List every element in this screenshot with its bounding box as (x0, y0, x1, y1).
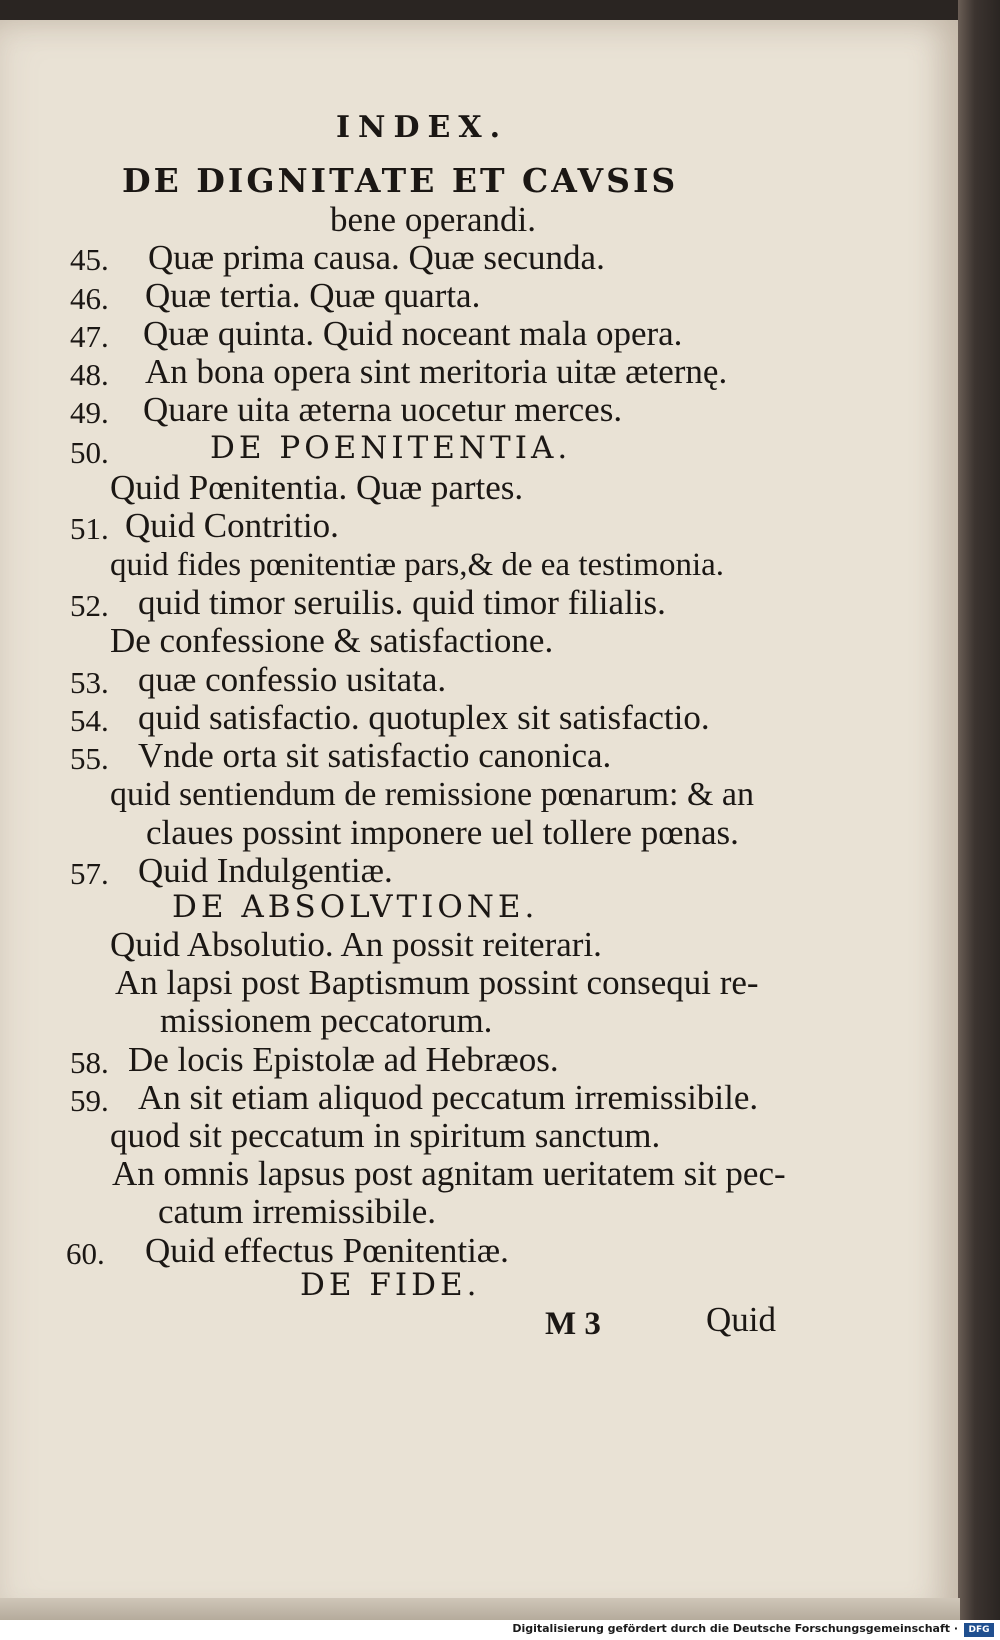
book-gutter-shadow (958, 0, 1000, 1640)
entry-number: 57. (70, 856, 109, 891)
entry-number: 47. (70, 319, 109, 354)
entry-text: De locis Epistolæ ad Hebræos. (128, 1040, 559, 1079)
entry-number: 55. (70, 741, 109, 776)
entry-text: An sit etiam aliquod peccatum irremissibile. (138, 1078, 759, 1117)
entry-text: quæ confessio usitata. (138, 660, 447, 699)
entry-text: claues possint imponere uel tollere pœnas. (146, 813, 739, 852)
entry-number: 54. (70, 703, 109, 738)
entry-number: 49. (70, 395, 109, 430)
digitization-footer (0, 1620, 1000, 1640)
entry-number: 48. (70, 357, 109, 392)
page-bottom-edge (0, 1598, 960, 1620)
section-heading-poenitentia: DE POENITENTIA. (210, 430, 572, 466)
entry-text: Vnde orta sit satisfactio canonica. (138, 736, 612, 775)
section-subtitle: bene operandi. (330, 200, 537, 239)
entry-text: quid satisfactio. quotuplex sit satisfactio. (138, 698, 710, 737)
entry-text: Quare uita æterna uocetur merces. (143, 390, 623, 429)
digitization-note: Digitalisierung gefördert durch die Deutsche Forschungsgemeinschaft · (512, 1622, 958, 1635)
entry-text: An bona opera sint meritoria uitæ æternę. (145, 352, 728, 391)
entry-number: 50. (70, 435, 109, 470)
entry-number: 60. (66, 1236, 105, 1271)
entry-number: 45. (70, 242, 109, 277)
entry-number: 53. (70, 665, 109, 700)
entry-text: quid fides pœnitentiæ pars,& de ea testimonia. (110, 547, 725, 583)
entry-text: An omnis lapsus post agnitam ueritatem sit pec- (112, 1154, 786, 1193)
entry-number: 52. (70, 588, 109, 623)
section-heading-fide: DE FIDE. (300, 1267, 481, 1303)
entry-number: 46. (70, 281, 109, 316)
entry-text: quid sentiendum de remissione pœnarum: & an (110, 776, 754, 813)
dfg-logo-icon: DFG (964, 1623, 994, 1637)
section-heading-absolutione: DE ABSOLVTIONE. (172, 889, 539, 925)
entry-number: 59. (70, 1083, 109, 1118)
entry-text: quid timor seruilis. quid timor filialis. (138, 583, 666, 622)
entry-text: Quid effectus Pœnitentiæ. (145, 1231, 509, 1270)
running-title: INDEX. (336, 110, 509, 145)
entry-text: Quid Contritio. (125, 506, 339, 545)
entry-text: De confessione & satisfactione. (110, 621, 554, 660)
entry-text: An lapsi post Baptismum possint consequi re- (115, 963, 759, 1002)
entry-number: 58. (70, 1045, 109, 1080)
entry-text: Quæ tertia. Quæ quarta. (145, 276, 481, 315)
entry-text: Quid Pœnitentia. Quæ partes. (110, 468, 524, 507)
entry-text: quod sit peccatum in spiritum sanctum. (110, 1116, 661, 1155)
entry-text: Quæ prima causa. Quæ secunda. (148, 238, 605, 277)
entry-text: Quid Absolutio. An possit reiterari. (110, 925, 602, 964)
entry-number: 51. (70, 511, 109, 546)
entry-text: Quid Indulgentiæ. (138, 851, 393, 890)
entry-text: catum irremissibile. (158, 1192, 436, 1231)
signature-mark: M 3 (545, 1306, 601, 1342)
entry-text: Quæ quinta. Quid noceant mala opera. (143, 314, 683, 353)
entry-text: missionem peccatorum. (160, 1001, 493, 1040)
catchword: Quid (706, 1300, 776, 1339)
section-title: DE DIGNITATE ET CAVSIS (122, 161, 679, 200)
